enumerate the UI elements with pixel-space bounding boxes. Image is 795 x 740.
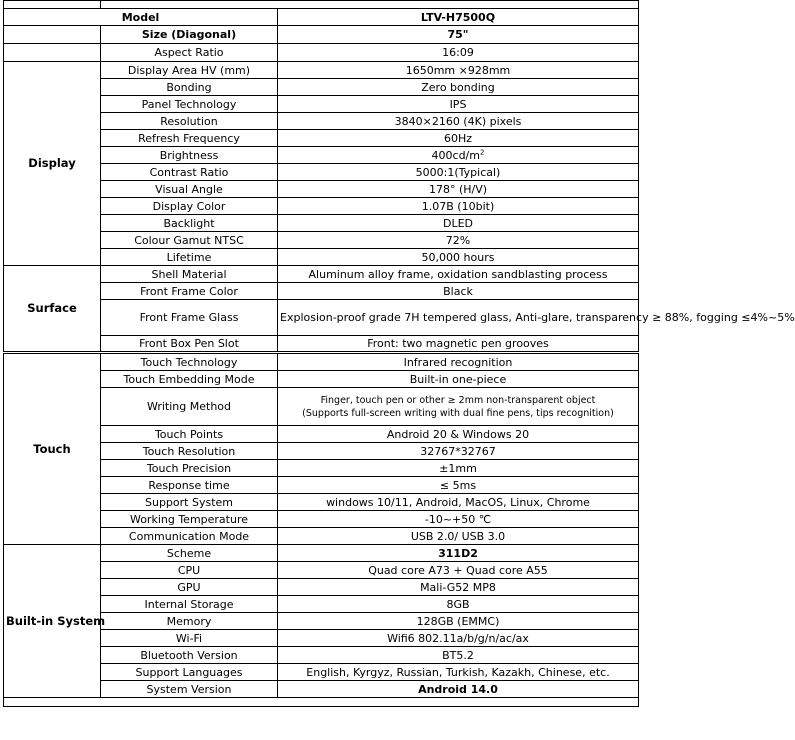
- spec-value: 50,000 hours: [278, 249, 639, 266]
- spec-value: English, Kyrgyz, Russian, Turkish, Kazakh, Chinese, etc.: [278, 664, 639, 681]
- aspect-value: 16:09: [278, 44, 639, 62]
- spec-value: IPS: [278, 96, 639, 113]
- spec-label: Response time: [101, 477, 278, 494]
- spec-value: 178° (H/V): [278, 181, 639, 198]
- size-value: 75": [278, 26, 639, 44]
- spec-value: 1650mm ×928mm: [278, 62, 639, 79]
- spec-label: Support System: [101, 494, 278, 511]
- spec-label: Front Box Pen Slot: [101, 336, 278, 353]
- spec-value: USB 2.0/ USB 3.0: [278, 528, 639, 545]
- spec-label: Shell Material: [101, 266, 278, 283]
- spec-value: DLED: [278, 215, 639, 232]
- model-label: Model: [4, 9, 278, 26]
- spec-label: Touch Resolution: [101, 443, 278, 460]
- spec-value: Aluminum alloy frame, oxidation sandblasting process: [278, 266, 639, 283]
- spec-row: [4, 62, 639, 79]
- spec-label: GPU: [101, 579, 278, 596]
- aspect-label: Aspect Ratio: [101, 44, 278, 62]
- spec-row: [4, 266, 639, 283]
- spec-value: Wifi6 802.11a/b/g/n/ac/ax: [278, 630, 639, 647]
- spec-label: Support Languages: [101, 664, 278, 681]
- spec-label: Front Frame Color: [101, 283, 278, 300]
- top-strip-row: [4, 1, 639, 9]
- category-display: Display: [4, 62, 101, 266]
- spec-label: Display Area HV (mm): [101, 62, 278, 79]
- spec-label: Touch Technology: [101, 353, 278, 371]
- spec-value: 60Hz: [278, 130, 639, 147]
- spec-value: BT5.2: [278, 647, 639, 664]
- spec-label: Communication Mode: [101, 528, 278, 545]
- spec-value: ±1mm: [278, 460, 639, 477]
- spec-label: Writing Method: [101, 388, 278, 426]
- spec-sheet: [3, 0, 795, 736]
- writing-method-line-2: (Supports full-screen writing with dual fine pens, tips recognition): [302, 407, 614, 419]
- bottom-strip-row: [4, 698, 639, 707]
- spec-label: Wi-Fi: [101, 630, 278, 647]
- size-label: Size (Diagonal): [101, 26, 278, 44]
- spec-label: Bluetooth Version: [101, 647, 278, 664]
- spec-value: Android 14.0: [278, 681, 639, 698]
- spec-value: Zero bonding: [278, 79, 639, 96]
- spec-label: Resolution: [101, 113, 278, 130]
- spec-label: CPU: [101, 562, 278, 579]
- spec-value: 311D2: [278, 545, 639, 562]
- category-builtin-system: Built-in System: [4, 545, 101, 698]
- spec-value: Infrared recognition: [278, 353, 639, 371]
- spec-value: 128GB (EMMC): [278, 613, 639, 630]
- spec-label: Internal Storage: [101, 596, 278, 613]
- spec-value: windows 10/11, Android, MacOS, Linux, Chrome: [278, 494, 639, 511]
- spec-label: Front Frame Glass: [101, 300, 278, 336]
- spec-label: Colour Gamut NTSC: [101, 232, 278, 249]
- spec-label: Lifetime: [101, 249, 278, 266]
- spec-label: Bonding: [101, 79, 278, 96]
- spec-value: Explosion-proof grade 7H tempered glass, Anti-glare, transparency ≥ 88%, fogging ≤4%~5%: [278, 300, 639, 336]
- spec-value: 32767*32767: [278, 443, 639, 460]
- spec-table: [3, 0, 795, 707]
- spec-value: 3840×2160 (4K) pixels: [278, 113, 639, 130]
- spec-label: Touch Points: [101, 426, 278, 443]
- spec-value: 1.07B (10bit): [278, 198, 639, 215]
- spec-label: System Version: [101, 681, 278, 698]
- spec-label: Visual Angle: [101, 181, 278, 198]
- spec-value: Mali-G52 MP8: [278, 579, 639, 596]
- spec-label: Memory: [101, 613, 278, 630]
- spec-value: 8GB: [278, 596, 639, 613]
- size-row: [4, 26, 639, 44]
- spec-value: Black: [278, 283, 639, 300]
- brightness-sup: 2: [479, 147, 485, 156]
- spec-label: Brightness: [101, 147, 278, 164]
- spec-label: Backlight: [101, 215, 278, 232]
- writing-method-value: [278, 388, 639, 426]
- spec-label: Scheme: [101, 545, 278, 562]
- spec-value: Quad core A73 + Quad core A55: [278, 562, 639, 579]
- spec-value: Built-in one-piece: [278, 371, 639, 388]
- spec-value: Front: two magnetic pen grooves: [278, 336, 639, 353]
- category-touch: Touch: [4, 353, 101, 545]
- spec-label: Panel Technology: [101, 96, 278, 113]
- spec-label: Working Temperature: [101, 511, 278, 528]
- model-value: LTV-H7500Q: [278, 9, 639, 26]
- spec-value: ≤ 5ms: [278, 477, 639, 494]
- spec-value: 5000:1(Typical): [278, 164, 639, 181]
- spec-value: Android 20 & Windows 20: [278, 426, 639, 443]
- spec-value: -10~+50 ℃: [278, 511, 639, 528]
- spec-label: Touch Precision: [101, 460, 278, 477]
- aspect-row: [4, 44, 639, 62]
- spec-row: [4, 545, 639, 562]
- spec-value: 72%: [278, 232, 639, 249]
- model-row: [4, 9, 639, 26]
- spec-label: Touch Embedding Mode: [101, 371, 278, 388]
- brightness-value: [278, 147, 639, 164]
- brightness-text: 400cd/m: [431, 148, 480, 162]
- writing-method-line-1: Finger, touch pen or other ≥ 2mm non-transparent object: [320, 394, 596, 406]
- spec-row: [4, 353, 639, 371]
- category-surface: Surface: [4, 266, 101, 353]
- spec-label: Contrast Ratio: [101, 164, 278, 181]
- spec-label: Display Color: [101, 198, 278, 215]
- spec-label: Refresh Frequency: [101, 130, 278, 147]
